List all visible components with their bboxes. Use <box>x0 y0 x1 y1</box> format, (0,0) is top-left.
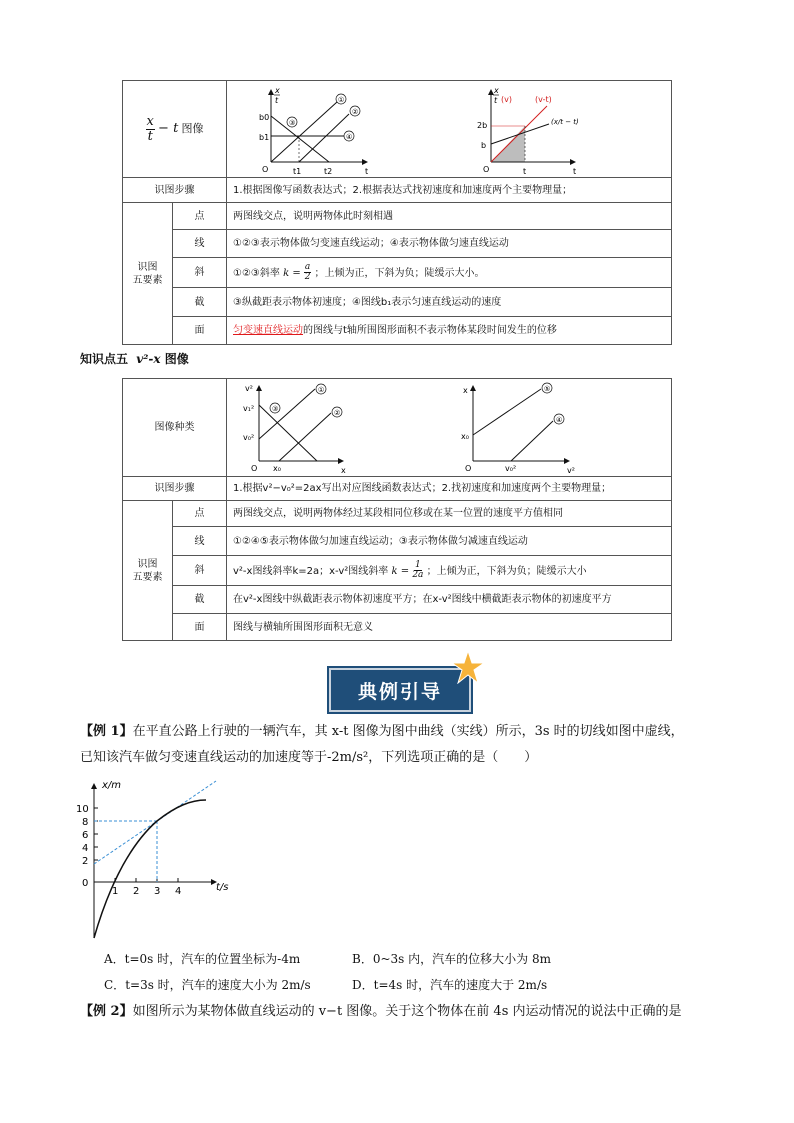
banner-box <box>329 668 471 712</box>
option-b[interactable]: B．0~3s 内，汽车的位移大小为 8m <box>352 952 551 966</box>
svg-text:t/s: t/s <box>216 882 229 893</box>
kind-label: 图像种类 <box>123 379 227 477</box>
row-text-intercept: ③纵截距表示物体初速度；④图线b₁表示匀速直线运动的速度 <box>227 288 672 317</box>
y-tick-label: 6 <box>82 830 89 841</box>
option-d[interactable]: D．t=4s 时，汽车的速度大于 2m/s <box>352 978 548 992</box>
svg-text:2b: 2b <box>477 121 488 130</box>
svg-text:t2: t2 <box>324 167 333 176</box>
five-elements-label: 识图 五要素 <box>123 203 173 345</box>
svg-text:(v): (v) <box>501 95 512 104</box>
row2-key-area: 面 <box>173 614 227 641</box>
svg-text:v²: v² <box>567 466 575 475</box>
svg-text:②: ② <box>352 108 359 116</box>
xt-fraction: $\frac{x}{t}$ <box>146 113 154 144</box>
svg-text:③: ③ <box>289 119 296 127</box>
row2-text-intercept: 在v²-x图线中纵截距表示物体初速度平方；在x-v²图线中横截距表示物体的初速度平方 <box>227 586 672 614</box>
svg-text:①: ① <box>338 96 345 104</box>
example2-line1: 【例 2】如图所示为某物体做直线运动的 v−t 图像。关于这个物体在前 4s 内运动情况的说法中正确的是 <box>80 1004 682 1019</box>
row-text-line: ①②③表示物体做匀变速直线运动；④表示物体做匀速直线运动 <box>227 230 672 258</box>
row2-key-slope: 斜 <box>173 556 227 586</box>
xt-left-figure <box>249 84 379 176</box>
svg-text:x/m: x/m <box>102 780 122 791</box>
y-tick-label: 2 <box>82 856 89 867</box>
svg-text:④: ④ <box>346 133 353 141</box>
svg-text:t: t <box>573 167 577 176</box>
svg-text:①: ① <box>318 386 325 394</box>
option-a[interactable]: A．t=0s 时，汽车的位置坐标为-4m <box>104 952 301 966</box>
svg-text:(v-t): (v-t) <box>535 95 552 104</box>
example1-line1: 【例 1】在平直公路上行驶的一辆汽车，其 x-t 图像为图中曲线（实线）所示，3s 时的切线如图中虚线， <box>80 724 684 739</box>
row-key-intercept: 截 <box>173 288 227 317</box>
svg-text:x: x <box>494 86 499 95</box>
row-text-point: 两图线交点，说明两物体此时刻相遇 <box>227 203 672 230</box>
svg-text:O: O <box>465 464 472 473</box>
svg-text:③: ③ <box>272 405 279 413</box>
row2-text-slope: v²-x图线斜率k=2a；x-v²图线斜率 k = $\frac{1}{2a}$ ；上倾为正，下斜为负；陡缓示大小 <box>227 556 672 586</box>
table-v2x-graph <box>122 378 672 641</box>
svg-text:v₀²: v₀² <box>243 433 255 442</box>
x-tick-label: 2 <box>133 886 140 897</box>
row2-text-area: 图线与横轴所围图形面积无意义 <box>227 614 672 641</box>
x-tick-label: 4 <box>175 886 182 897</box>
section5-title: 知识点五 v²-x 图像 <box>80 352 189 366</box>
five-elements-label-2: 识图 五要素 <box>123 501 173 641</box>
svg-text:x: x <box>275 86 280 95</box>
example-banner <box>325 662 475 716</box>
row2-key-intercept: 截 <box>173 586 227 614</box>
svg-text:O: O <box>251 464 258 473</box>
svg-text:v₀²: v₀² <box>505 464 517 473</box>
steps-label: 识图步骤 <box>123 178 227 203</box>
svg-text:O: O <box>483 165 490 174</box>
row-key-area: 面 <box>173 317 227 345</box>
graph-figures-cell <box>227 81 672 178</box>
steps-text-2: 1.根据v²−v₀²=2ax写出对应图线函数表达式；2.找初速度和加速度两个主要物理量； <box>227 477 672 501</box>
v2x-right-figure <box>449 381 589 475</box>
y-tick-label: 0 <box>82 878 89 889</box>
svg-text:t: t <box>523 167 527 176</box>
svg-text:t: t <box>275 96 279 105</box>
svg-text:⑤: ⑤ <box>544 385 551 393</box>
row2-text-line: ①②④⑤表示物体做匀加速直线运动；③表示物体做匀减速直线运动 <box>227 527 672 556</box>
svg-text:v₁²: v₁² <box>243 404 255 413</box>
svg-text:b0: b0 <box>259 113 270 122</box>
v2x-left-figure <box>235 381 365 475</box>
row-key-slope: 斜 <box>173 258 227 288</box>
example1-graph <box>76 778 246 948</box>
row-key-point: 点 <box>173 203 227 230</box>
svg-text:t1: t1 <box>293 167 302 176</box>
svg-text:b1: b1 <box>259 133 270 142</box>
banner-title: 典例引导 <box>357 680 442 703</box>
x-tick-label: 1 <box>112 886 119 897</box>
row-text-slope: ①②③斜率 k = $\frac{a}{2}$ ；上倾为正，下斜为负；陡缓示大小。 <box>227 258 672 288</box>
svg-text:④: ④ <box>556 416 563 424</box>
table-xt-graph <box>122 80 672 345</box>
svg-text:x₀: x₀ <box>273 464 281 473</box>
svg-text:(x/t − t): (x/t − t) <box>551 118 579 126</box>
row2-key-point: 点 <box>173 501 227 527</box>
steps-text: 1.根据图像写函数表达式；2.根据表达式找初速度和加速度两个主要物理量； <box>227 178 672 203</box>
xt-right-figure <box>459 84 589 176</box>
svg-text:x₀: x₀ <box>461 432 469 441</box>
row-key-line: 线 <box>173 230 227 258</box>
graph-type-cell: $\frac{x}{t}$ − t 图像 <box>123 81 227 178</box>
row2-text-point: 两图线交点，说明两物体经过某段相同位移或在某一位置的速度平方值相同 <box>227 501 672 527</box>
svg-text:②: ② <box>334 409 341 417</box>
svg-text:x: x <box>341 466 346 475</box>
svg-text:O: O <box>262 165 269 174</box>
svg-text:x: x <box>463 386 468 395</box>
option-c[interactable]: C．t=3s 时，汽车的速度大小为 2m/s <box>104 978 311 992</box>
row2-key-line: 线 <box>173 527 227 556</box>
v2x-figures-cell <box>227 379 672 477</box>
y-tick-label: 4 <box>82 843 89 854</box>
row-text-area: 匀变速直线运动的图线与t轴所围图形面积不表示物体某段时间发生的位移 <box>227 317 672 345</box>
example1-line2: 已知该汽车做匀变速直线运动的加速度等于-2m/s²，下列选项正确的是（ ） <box>80 750 538 765</box>
y-tick-label: 10 <box>76 804 89 815</box>
y-tick-label: 8 <box>82 817 89 828</box>
svg-text:b: b <box>481 141 487 150</box>
x-tick-label: 3 <box>154 886 161 897</box>
svg-text:t: t <box>494 96 498 105</box>
steps-label-2: 识图步骤 <box>123 477 227 501</box>
svg-text:t: t <box>365 167 369 176</box>
star-icon <box>451 650 485 684</box>
svg-text:v²: v² <box>245 384 253 393</box>
